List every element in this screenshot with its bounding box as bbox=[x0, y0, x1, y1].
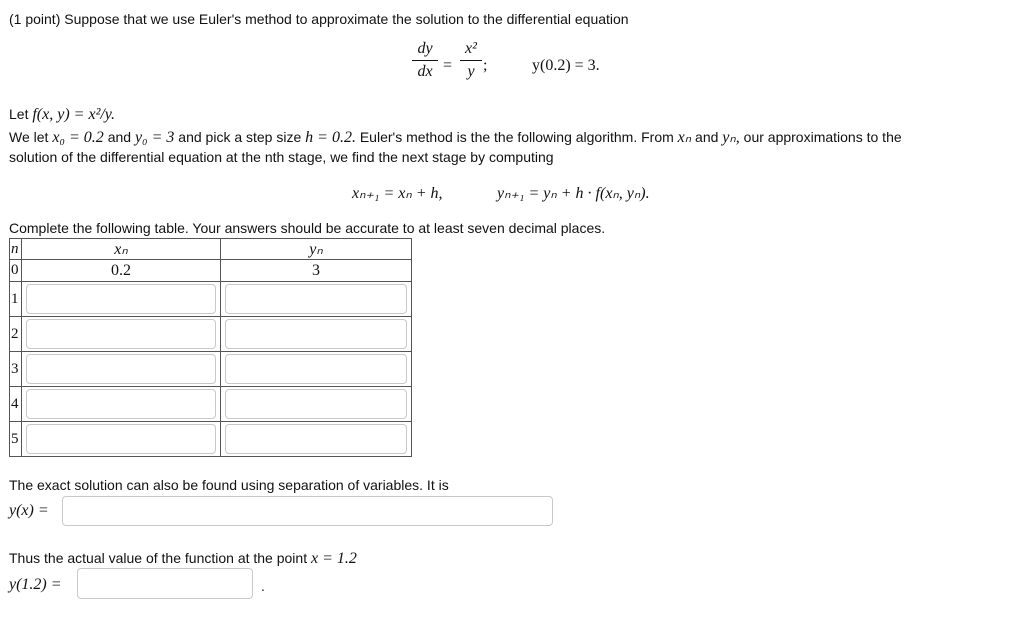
ode-numerator: x² bbox=[465, 40, 477, 57]
exact-solution-input[interactable] bbox=[62, 496, 553, 526]
x3-input[interactable] bbox=[26, 354, 216, 384]
euler-table bbox=[9, 238, 412, 457]
and-text-1: and bbox=[107, 129, 132, 145]
ode-lhs-fraction bbox=[412, 40, 438, 81]
let-formula: f(x, y) = x²/y. bbox=[32, 106, 116, 123]
ode-rhs-fraction bbox=[460, 40, 482, 81]
row0-y-value: 3 bbox=[221, 260, 412, 282]
and-text-2: and bbox=[695, 129, 719, 145]
y2-input[interactable] bbox=[225, 319, 407, 349]
table-row bbox=[10, 317, 412, 352]
h-equation: h = 0.2. bbox=[305, 129, 356, 146]
let-label: Let bbox=[9, 106, 29, 122]
row-n: 3 bbox=[10, 352, 22, 387]
header-n: n bbox=[10, 239, 22, 260]
yn-symbol: yₙ, bbox=[722, 129, 740, 146]
exact-solution-label: y(x) = bbox=[9, 502, 49, 519]
actual-value-text: Thus the actual value of the function at the point bbox=[9, 550, 308, 566]
formula-y: yₙ₊₁ = yₙ + h · f(xₙ, yₙ). bbox=[497, 185, 650, 202]
row-n: 0 bbox=[10, 260, 22, 282]
exact-solution-text: The exact solution can also be found using separation of variables. It is bbox=[9, 477, 449, 493]
table-row bbox=[10, 352, 412, 387]
ode-equals: = bbox=[443, 57, 453, 74]
x0-equation: x₀ = 0.2 bbox=[52, 129, 104, 146]
actual-x-equation: x = 1.2 bbox=[310, 550, 357, 567]
x4-input[interactable] bbox=[26, 389, 216, 419]
y1-input[interactable] bbox=[225, 284, 407, 314]
step-text-2: and pick a step size bbox=[178, 129, 302, 145]
actual-value-line bbox=[9, 550, 357, 568]
row-n: 5 bbox=[10, 422, 22, 457]
row-n: 1 bbox=[10, 282, 22, 317]
formula-x: xₙ₊₁ = xₙ + h, bbox=[352, 185, 443, 202]
ode-semicolon: ; bbox=[483, 57, 488, 74]
header-xn: xₙ bbox=[22, 239, 221, 260]
table-instruction: Complete the following table. Your answers should be accurate to at least seven decimal places. bbox=[9, 220, 606, 236]
actual-value-input[interactable] bbox=[77, 568, 253, 599]
row0-x-value: 0.2 bbox=[22, 260, 221, 282]
table-row bbox=[10, 387, 412, 422]
x2-input[interactable] bbox=[26, 319, 216, 349]
x1-input[interactable] bbox=[26, 284, 216, 314]
row-n: 2 bbox=[10, 317, 22, 352]
table-row bbox=[10, 422, 412, 457]
step-text-5: solution of the differential equation at the nth stage, we find the next stage by computing bbox=[9, 149, 554, 165]
trailing-period: . bbox=[261, 578, 265, 594]
actual-value-label: y(1.2) = bbox=[9, 576, 62, 593]
x5-input[interactable] bbox=[26, 424, 216, 454]
step-text-3: Euler's method is the the following algorithm. From bbox=[359, 129, 674, 145]
y5-input[interactable] bbox=[225, 424, 407, 454]
ode-dx: dx bbox=[417, 63, 433, 80]
table-row bbox=[10, 282, 412, 317]
let-line bbox=[9, 106, 115, 124]
step-line bbox=[9, 127, 902, 147]
y0-equation: y₀ = 3 bbox=[134, 129, 175, 146]
problem-intro: (1 point) Suppose that we use Euler's method to approximate the solution to the differential equation bbox=[9, 11, 629, 27]
step-text-1: We let bbox=[9, 129, 49, 145]
table-row bbox=[10, 260, 412, 282]
row-n: 4 bbox=[10, 387, 22, 422]
xn-symbol: xₙ bbox=[677, 129, 692, 146]
table-header-row bbox=[10, 239, 412, 260]
y3-input[interactable] bbox=[225, 354, 407, 384]
ode-dy: dy bbox=[417, 40, 433, 57]
y4-input[interactable] bbox=[225, 389, 407, 419]
initial-condition: y(0.2) = 3. bbox=[532, 57, 600, 74]
header-yn: yₙ bbox=[221, 239, 412, 260]
ode-denominator: y bbox=[467, 63, 475, 80]
step-text-4: our approximations to the bbox=[743, 129, 902, 145]
